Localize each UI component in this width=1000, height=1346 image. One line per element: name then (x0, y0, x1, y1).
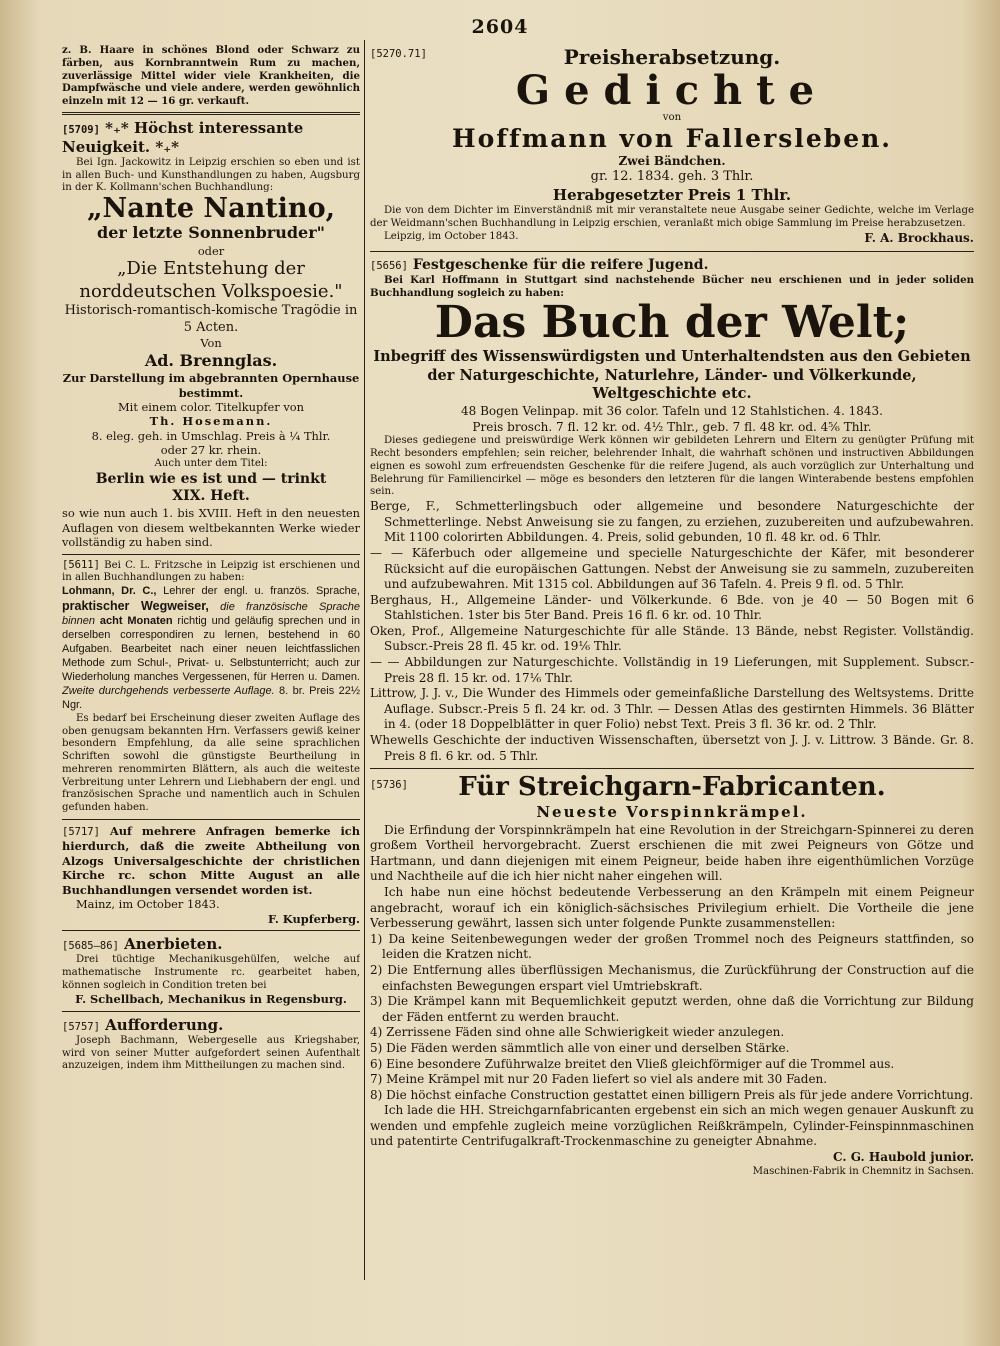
ad-heading: Festgeschenke für die reifere Jugend. (412, 256, 709, 273)
list-item: Berge, F., Schmetterlingsbuch oder allgemeine und besondere Naturgeschichte der Schmetterlinge. Nebst Anweisung sie zu fangen, zu erziehen, zuzubereiten und aufzubewahren. Mit 1100 colorirten Abbildungen. 4. Preis, solid gebunden, 10 fl. 48 kr. od. 6 Thlr. (370, 499, 974, 545)
book-description: Dieses gediegene und preiswürdige Werk können wir gebildeten Lehrern und Eltern zu genügter Prüfung mit Recht besonders empfehlen; sein reicher, belehrender Inhalt, die wahrhaft schönen und instructiven Abbildungen eignen es sowohl zum erfreuendsten Geschenke für die reifere Jugend, als auch vorzüglich zur Unterhaltung und Belehrung für Familiencirkel — möge es besonders den letzteren für die langen Winterabende bestens empfohlen sein. (370, 435, 974, 498)
book-new-price: Herabgesetzter Preis 1 Thlr. (552, 185, 792, 204)
divider (62, 554, 360, 555)
ad-intro: Bei Karl Hoffmann in Stuttgart sind nachstehende Bücher neu erschienen und in jeder soliden Buchhandlung sogleich zu haben: (370, 273, 974, 299)
book-author: Hoffmann von Fallersleben. (452, 123, 892, 153)
ad-ref: [5270.71] (370, 48, 427, 60)
book-price: 8. br. Preis 22½ Ngr. (62, 684, 360, 711)
book-purpose: Zur Darstellung im abgebrannten Opernhause bestimmt. (62, 371, 360, 400)
book-desc-rest: richtig und geläufig sprechen und in derselben correspondiren zu lernen, bestehend in 60 Aufgaben. Bearbeitet nach einer neuen leichtfasslichen Methode zum Schul-, Privat- u. Selbstunterricht; auch zur Wiederholung manches Vergessenen, für Herren u. Damen. (62, 615, 360, 683)
ad-closing: so wie nun auch 1. bis XVIII. Heft in den neuesten Auflagen von diesem weltbekannten Werke wieder vollständig zu haben sind. (62, 506, 360, 550)
ad-ref: [5717] (62, 825, 100, 838)
ad-note: Es bedarf bei Erscheinung dieser zweiten Auflage des oben genugsam bekannten Hrn. Verfassers gewiß keiner besondern Empfehlung, da alle seine sprachlichen Schriften sowohl die günstigste Beurtheilung in mehreren renommirten Blättern, als auch die weiteste Verbreitung unter Lehrern und Liebhabern der engl. und französischen Sprache und namentlich auch in Schulen gefunden haben. (62, 712, 360, 814)
list-item: 8) Die höchst einfache Construction gestattet einen billigern Preis als für jede andere Vorrichtung. (370, 1087, 974, 1102)
ad-ref: [5656] (370, 259, 408, 272)
book-subtitle: Inbegriff des Wissenswürdigsten und Unterhaltendsten aus den Gebieten der Naturgeschichte, Naturlehre, Länder- und Völkerkunde, Weltgeschichte etc. (373, 347, 971, 403)
list-item: Berghaus, H., Allgemeine Länder- und Völkerkunde. 6 Bde. von je 40 — 50 Bogen mit 6 Stahlstichen. 1ster bis 5ter Band. Preis 16 fl. 6 kr. od. 10 Thlr. (370, 592, 974, 623)
book-format: gr. 12. 1834. geh. 3 Thlr. (590, 169, 754, 185)
book-price-alt: oder 27 kr. rhein. (160, 443, 262, 458)
ad-text: Drei tüchtige Mechanikusgehülfen, welche auf mathematische Instrumente rc. gearbeitet haben, können sogleich in Condition treten bei (62, 954, 360, 991)
plate-artist: Th. Hosemann. (149, 414, 273, 429)
ad-signature: F. A. Brockhaus. (864, 230, 974, 245)
ad-ref: [5611] (62, 558, 100, 571)
book-price: 8. eleg. geh. in Umschlag. Preis à ¼ Thlr. (91, 428, 331, 443)
ad-intro: Bei C. L. Fritzsche in Leipzig ist erschienen und in allen Buchhandlungen zu haben: (62, 559, 360, 584)
divider (62, 930, 360, 931)
right-column (370, 44, 974, 1304)
book-desc-emph: acht Monaten (99, 615, 173, 628)
list-item: — — Käferbuch oder allgemeine und specielle Naturgeschichte der Käfer, mit besonderer Rücksicht auf die europäischen Gattungen. Nebst der Anweisung sie zu sammeln, zuzubereiten und aufzubewahren. Mit 1315 col. Abbildungen auf 36 Tafeln. 4. Preis 9 fl. od. 5 Thlr. (370, 545, 974, 592)
column-divider (364, 40, 365, 1280)
series-heft: XIX. Heft. (172, 488, 250, 505)
list-item: — — Abbildungen zur Naturgeschichte. Vollständig in 19 Lieferungen, mit Supplement. Subscr.-Preis 28 fl. 15 kr. od. 17⅙ Thlr. (370, 655, 974, 685)
left-column (62, 44, 360, 1304)
ad-place: Mainz, im October 1843. (76, 897, 220, 912)
ad-signature: C. G. Haubold junior. (833, 1150, 974, 1165)
ad-ref: [5736] (370, 779, 408, 792)
ad-heading: Anerbieten. (124, 935, 223, 954)
book-desc: die französische Sprache binnen (62, 601, 360, 628)
list-item: Whewells Geschichte der inductiven Wissenschaften, übersetzt von J. J. v. Littrow. 3 Bände. Gr. 8. Preis 8 fl. 6 kr. od. 5 Thlr. (370, 733, 974, 763)
plate-note: Mit einem color. Titelkupfer von (118, 400, 304, 414)
divider (370, 768, 974, 769)
book-price: Preis brosch. 7 fl. 12 kr. od. 4½ Thlr., geb. 7 fl. 48 kr. od. 4⅚ Thlr. (472, 419, 872, 434)
book-alt-title: „Die Entstehung der norddeutschen Volkspoesie." (79, 258, 343, 302)
list-item: 4) Zerrissene Fäden sind ohne alle Schwierigkeit wieder anzulegen. (370, 1025, 785, 1040)
divider (370, 251, 974, 252)
book-author: Lohmann, Dr. C., (62, 585, 157, 598)
book-title: „Nante Nantino, (87, 193, 335, 225)
ad-paragraph: Die Erfindung der Vorspinnkrämpeln hat eine Revolution in der Streichgarn-Spinnerei zu deren großem Vortheil hervorgebracht. Zuerst erschienen die mit zwei Peigneurs von Götze und Hartmann, und dann diejenigen mit einem Peigneur, beide haben ihre eigenthümlichen Vorzüge und Nachtheile auf die ich hier nicht naher eingehen will. (370, 822, 974, 884)
book-volumes: Zwei Bändchen. (618, 153, 726, 168)
ad-ref: [5757] (62, 1020, 100, 1033)
series-title: Berlin wie es ist und — trinkt (95, 470, 327, 487)
ad-intro: Bei Ign. Jackowitz in Leipzig erschien so eben und ist in allen Buch- und Kunsthandlungen zu haben, Augsburg in der K. Kollmann'schen Buchhandlung: (62, 156, 360, 194)
ad-anerbieten (62, 935, 360, 1007)
book-author: Ad. Brennglas. (144, 350, 278, 370)
list-item: 6) Eine besondere Zuführwalze breitet den Vließ gleichförmiger auf die Trommel aus. (370, 1056, 895, 1071)
ad-heading: Preisherabsetzung. (563, 45, 781, 69)
ad-streichgarn (370, 773, 974, 1178)
list-item: 3) Die Krämpel kann mit Bequemlichkeit geputzt werden, ohne daß die Vorrichtung zur Bildung der Fäden entfernt zu werden braucht. (370, 994, 974, 1024)
book-list (370, 499, 974, 764)
list-item: 2) Die Entfernung alles überflüssigen Mechanismus, die Zurückführung der Construction auf die einfachsten Bewegungen erspart viel Umtriebskraft. (370, 962, 974, 993)
ad-heading: Für Streichgarn-Fabricanten. (458, 772, 886, 803)
points-list (370, 932, 974, 1104)
list-item: 1) Da keine Seitenbewegungen weder der großen Trommel noch des Peigneurs stattfinden, so leiden die Kratzen nicht. (370, 931, 974, 962)
divider (62, 112, 360, 115)
von-text: von (662, 112, 682, 123)
list-item: Oken, Prof., Allgemeine Naturgeschichte für alle Stände. 13 Bände, nebst Register. Vollständig. Subscr.-Preis 28 fl. 45 kr. od. 19⅙ Thlr. (370, 623, 974, 654)
ad-text: Joseph Bachmann, Webergeselle aus Kriegshaber, wird von seiner Mutter aufgefordert seinen Aufenthalt anzuzeigen, indem ihm Mittheilungen zu machen sind. (62, 1034, 360, 1072)
oder-text: oder (197, 243, 225, 258)
ad-buch-der-welt (370, 256, 974, 765)
book-format: 48 Bogen Velinpap. mit 36 color. Tafeln und 12 Stahlstichen. 4. 1843. (461, 404, 883, 419)
ad-alzog (62, 824, 360, 926)
list-item: Littrow, J. J. v., Die Wunder des Himmels oder gemeinfaßliche Darstellung des Weltsystems. Dritte Auflage. Subscr.-Preis 5 fl. 24 kr. od. 3 Thlr. — Dessen Atlas des gestirnten Himmels. 36 Blätter in 4. (oder 18 Doppelblätter in quer Folio) nebst Text. Preis 3 fl. 36 kr. od. 2 Thlr. (370, 686, 974, 732)
von-text: Von (200, 336, 222, 351)
ad-text: Auf mehrere Anfragen bemerke ich hierdurch, daß die zweite Abtheilung von Alzogs Universalgeschichte der christlichen Kirche rc. schon Mitte August an alle Buchhandlungen versendet worden ist. (62, 823, 360, 897)
book-genre: Historisch-romantisch-komische Tragödie in 5 Acten. (64, 303, 358, 335)
ad-paragraph: Ich lade die HH. Streichgarnfabricanten ergebenst ein sich an mich wegen genauer Auskunft zu wenden und empfehle zugleich meine vorzüglichen Reißkrämpeln, Cylinder-Feinspinnmaschinen und patentirte Centrifugalkraft-Trockenmaschine zu geneigter Abnahme. (370, 1103, 974, 1149)
ad-aufforderung (62, 1016, 360, 1073)
ad-paragraph: Ich habe nun eine höchst bedeutende Verbesserung an den Krämpeln mit einem Peigneur angebracht, worauf ich ein königlich-sächsisches Privilegium erhielt. Die Vortheile die jene Verbesserung gewährt, lassen sich unter folgende Punkte zusammenstellen: (370, 884, 974, 931)
book-subtitle: der letzte Sonnenbruder" (97, 223, 325, 243)
list-item: 7) Meine Krämpel mit nur 20 Faden liefert so viel als andere mit 30 Faden. (370, 1072, 828, 1087)
author-role: Lehrer der engl. u. französ. Sprache, (163, 585, 360, 598)
ad-place: Leipzig, im October 1843. (384, 230, 519, 242)
ad-heading: *₊* Höchst interessante Neuigkeit. *₊* (62, 118, 304, 156)
ad-wegweiser (62, 559, 360, 815)
ad-signature: F. Kupferberg. (267, 911, 360, 926)
ad-ref: [5685—86] (62, 940, 119, 953)
ad-subheading: Neueste Vorspinnkrämpel. (536, 803, 808, 822)
left-top-text: z. B. Haare in schönes Blond oder Schwarz zu färben, aus Kornbranntwein Rum zu machen, zuverlässige Mittel wider viele Krankheiten, die Dampfwäsche und viele andere, werden gewöhnlich einzeln mit 12 — 16 gr. verkauft. (62, 44, 360, 107)
page-number: 2604 (471, 16, 529, 38)
ad-text: Die von dem Dichter im Einverständniß mit mir veranstaltete neue Ausgabe seiner Gedichte, welche im Verlage der Weidmann'schen Buchhandlung in Leipzig erschien, veranlaßt mich obige Sammlung im Preise herabzusetzen. (370, 205, 974, 230)
list-item: 5) Die Fäden werden sämmtlich alle von einer und derselben Stärke. (370, 1040, 790, 1055)
book-edition: Zweite durchgehends verbesserte Auflage. (62, 684, 275, 697)
ad-signature: F. Schellbach, Mechanikus in Regensburg. (75, 992, 347, 1007)
divider (62, 819, 360, 820)
book-title: Das Buch der Welt; (434, 297, 910, 349)
ad-ref: [5709] (62, 123, 100, 136)
divider (62, 1011, 360, 1012)
ad-firm: Maschinen-Fabrik in Chemnitz in Sachsen. (752, 1165, 974, 1177)
ad-novelty (62, 119, 360, 550)
ad-heading: Aufforderung. (105, 1015, 224, 1034)
ad-gedichte (370, 44, 974, 247)
book-title: praktischer Wegweiser, (62, 599, 209, 614)
book-title: Gedichte (515, 67, 829, 114)
also-title-note: Auch unter dem Titel: (154, 457, 268, 469)
